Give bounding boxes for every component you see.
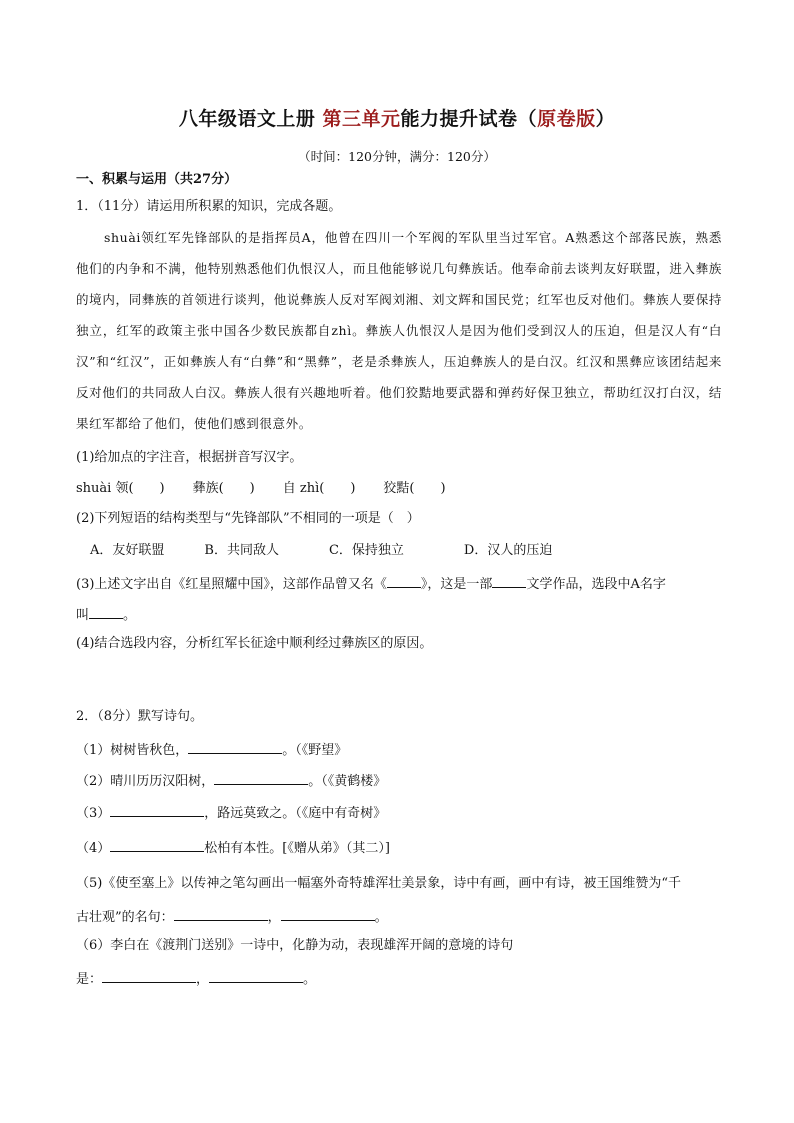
title-version: 原卷版 [537, 108, 596, 130]
question-2-stem: 2．（8分）默写诗句。 [76, 709, 204, 724]
poem-line-5a: （5)《使至塞上》以传神之笔勾画出一幅塞外奇特雄浑壮美景象，诗中有画，画中有诗，被王国维赞为“千 [76, 876, 681, 891]
poem-5-end: 。 [374, 910, 388, 925]
sub3-text-c: 文学作品，选段中A名字 [526, 577, 666, 592]
poem-1-source: 。（《野望》 [282, 743, 348, 758]
title-paper: 能力提升试卷（ [400, 108, 538, 130]
sub3-text-b: 》，这是一部 [420, 577, 493, 592]
poem-line-3 [76, 802, 386, 823]
fill-xia: 狡黠( ) [383, 481, 446, 496]
fill-zhi: 自 zhì( ) [282, 481, 356, 496]
q1-fill-row [76, 480, 446, 498]
answer-blank [209, 968, 303, 983]
option-c: C．保持独立 [328, 543, 404, 558]
title-close: ） [595, 108, 616, 130]
title-grade: 八年级语文上册 [178, 108, 323, 130]
q1-sub3 [76, 573, 666, 594]
q1-sub4: (4)结合选段内容，分析红军长征途中顺利经过彝族区的原因。 [76, 636, 433, 651]
poem-3-num: （3） [76, 806, 111, 821]
poem-line-4 [76, 837, 390, 858]
poem-4-num: （4） [76, 841, 111, 856]
poem-3-text: ，路远莫致之。（《庭中有奇树》 [204, 806, 387, 821]
answer-blank [281, 906, 375, 921]
q1-options [90, 542, 552, 560]
option-b: B．共同敌人 [204, 543, 279, 558]
answer-blank [110, 837, 204, 852]
q1-sub1: (1)给加点的字注音，根据拼音写汉字。 [76, 450, 303, 465]
fill-shuai: shuài 领( ) [76, 481, 165, 496]
option-d: D．汉人的压迫 [463, 543, 553, 558]
poem-5-text: 古壮观”的名句： [76, 910, 174, 925]
answer-blank [174, 906, 268, 921]
answer-blank [188, 739, 282, 754]
answer-blank [110, 802, 204, 817]
section-heading: 一、积累与运用（共27分） [76, 172, 238, 187]
poem-2-source: 。（《黄鹤楼》 [308, 774, 387, 789]
answer-blank [102, 968, 196, 983]
q1-sub2: (2)下列短语的结构类型与“先锋部队”不相同的一项是（ ） [76, 511, 420, 526]
sub3-text-d: 叫 [76, 608, 90, 623]
option-a: A．友好联盟 [90, 543, 165, 558]
exam-time-info: （时间：120分钟，满分：120分） [298, 149, 496, 164]
answer-blank [89, 604, 123, 619]
poem-5-sep: ， [267, 910, 281, 925]
poem-line-5b [76, 906, 388, 927]
poem-6-end: 。 [303, 972, 317, 987]
reading-passage: shuài领红军先锋部队的是指挥员A，他曾在四川一个军阀的军队里当过军官。A熟悉这个部落民族，熟悉他们的内争和不满，他特别熟悉他们仇恨汉人，而且他能够说几句彝族话。他奉命前去谈判友好联盟，进入彝族的境内，同彝族的首领进行谈判，他说彝族人反对军阀刘湘、刘文辉和国民党；红军也反对他们。彝族人要保持独立，红军的政策主张中国各少数民族都自zhì。彝族人仇恨汉人是因为他们受到汉人的压迫，但是汉人有“白汉”和“红汉”，正如彝族人有“白彝”和“黑彝”，老是杀彝族人，压迫彝族人的是白汉。红汉和黑彝应该团结起来反对他们的共同敌人白汉。彝族人很有兴趣地听着。他们狡黠地要武器和弹药好保卫独立，帮助红汉打白汉，结果红军都给了他们，使他们感到很意外。 [76, 230, 722, 431]
poem-6-text: 是： [76, 972, 103, 987]
answer-blank [387, 573, 421, 588]
sub3-text-a: (3)上述文字出自《红星照耀中国》，这部作品曾又名《 [76, 577, 387, 592]
answer-blank [214, 770, 308, 785]
sub3-text-e: 。 [123, 608, 137, 623]
fill-yi: 彝族( ) [192, 481, 255, 496]
poem-line-6a: （6）李白在《渡荆门送别》一诗中，化静为动，表现雄浑开阔的意境的诗句 [76, 938, 514, 953]
title-unit: 第三单元 [322, 108, 401, 130]
poem-6-sep: ， [196, 972, 210, 987]
poem-line-2 [76, 770, 386, 791]
poem-line-6b [76, 968, 316, 989]
poem-2-text: （2）晴川历历汉阳树， [76, 774, 215, 789]
poem-1-text: （1）树树皆秋色， [76, 743, 189, 758]
poem-line-1 [76, 739, 347, 760]
q1-sub3-cont [76, 604, 136, 625]
page-title [0, 104, 794, 131]
poem-4-text: 松柏有本性。[《赠从弟》（其二）] [204, 841, 390, 856]
answer-blank [492, 573, 526, 588]
question-1-stem: 1．（11分）请运用所积累的知识，完成各题。 [76, 199, 342, 214]
